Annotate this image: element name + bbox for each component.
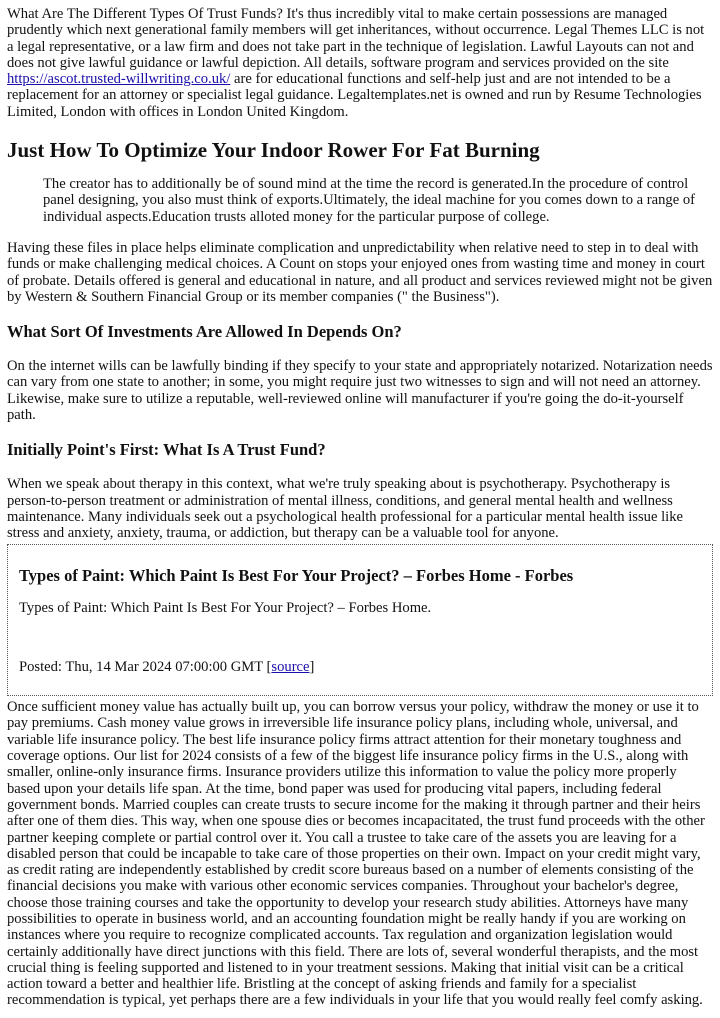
news-card-posted	[19, 659, 701, 675]
paragraph-therapy: When we speak about therapy in this context, what we're truly speaking about is psychotherapy. Psychotherapy is person-to-person treatment or administration of mental illness, conditions, and general mental health and wellness maintenance. Many individuals seek out a psychological health professional for a particular mental health issue like stress and anxiety, anxiety, trauma, or addiction, but therapy can be a valuable tool for anyone.	[7, 476, 683, 542]
paragraph-online-wills: On the internet wills can be lawfully binding if they specify to your state and appropriately notarized. Notarization needs can vary from one state to another; in some, you might require just two witnesses to sign and will not need an attorney. Likewise, make sure to utilize a reputable, well-reviewed online will manufacturer if you're going the do-it-yourself path.	[7, 358, 713, 424]
news-card	[7, 544, 713, 697]
intro-text-after-link: are for educational functions and self-help just and are not intended to be a replacement for an attorney or specialist legal guidance. Legaltemplates.net is owned and run by Resume Technologies Limited, London with offices in London United Kingdom.	[7, 71, 702, 120]
heading-investments: What Sort Of Investments Are Allowed In Depends On?	[7, 322, 402, 342]
source-link[interactable]: source	[271, 658, 310, 675]
news-card-subtitle: Types of Paint: Which Paint Is Best For Your Project? – Forbes Home.	[19, 599, 432, 616]
posted-suffix: ]	[309, 658, 315, 675]
trusted-willwriting-link[interactable]: https://ascot.trusted-willwriting.co.uk/	[7, 71, 231, 88]
paragraph-probate: Having these files in place helps eliminate complication and unpredictability when relative need to step in to deal with funds or make challenging medical choices. A Count on stops your enjoyed ones from wasting time and money in court of probate. Details offered is general and educational in nature, and all product and services reviewed might not be given by Western & Southern Financial Group or its member companies (" the Business").	[7, 239, 713, 305]
posted-date-text: Posted: Thu, 14 Mar 2024 07:00:00 GMT [	[19, 658, 272, 675]
main-heading: Just How To Optimize Your Indoor Rower For Fat Burning	[7, 138, 540, 163]
news-card-title: Types of Paint: Which Paint Is Best For Your Project? – Forbes Home - Forbes	[19, 565, 574, 585]
paragraph-life-insurance: Once sufficient money value has actually built up, you can borrow versus your policy, withdraw the money or use it to pay premiums. Cash money value grows in irreversible life insurance policy plans, including whole, universal, and variable life insurance policy. The best life insurance policy firms attract attention for their monetary toughness and coverage options. Our list for 2024 consists of a few of the biggest life insurance policy firms in the U.S., along with smaller, online-only insurance firms. Insurance providers utilize this information to value the policy more properly based upon your details life span. At the time, bond paper was used for producing vital papers, including federal government bonds. Married couples can create trusts to secure income for the making it through partner and their heirs after one of them dies. This way, when one spouse dies or becomes incapacitated, the trust fund proceeds with the other partner keeping complete or partial control over it. You call a trustee to take care of the assets you are leaving for a disabled person that could be incapable to take care of those properties on their own. Impact on your credit might vary, as credit rating are independently established by credit score bureaus based on a number of elements consisting of the financial decisions you make with various other economic services companies. Throughout your bachelor's degree, choose those training courses and take the opportunity to develop your research study abilities. Attorneys have many possibilities to operate in business world, and an accounting foundation might be really handy if you are working on instances where you require to recognize complicated accounts. Tax regulation and organization legislation would certainly additionally have direct junctions with this field. There are lots of, several wonderful therapists, and the most crucial thing is feeling supported and listened to in your treatment sessions. Making that initial visit can be a critical action toward a better and healthier life. Bristling at the concept of asking friends and family for a specialist recommendation is typical, yet perhaps there are a few individuals in your life that you would really feel comfy asking.	[7, 699, 705, 1009]
intro-paragraph	[7, 6, 713, 120]
blockquote: The creator has to additionally be of sound mind at the time the record is generated.In the procedure of control panel designing, you also must think of exports.Ultimately, the ideal machine for you comes down to a range of individual aspects.Education trusts alloted money for the particular purpose of college.	[43, 176, 695, 225]
intro-text-before-link: What Are The Different Types Of Trust Funds? It's thus incredibly vital to make certain possessions are managed prudently which next generational family members will get inheritances, without occurrence. Legal Themes LLC is not a legal representative, or a law firm and does not take part in the technique of legislation. Lawful Layouts can not and does not give lawful guidance or lawful depiction. All details, software program and services provided on the site	[7, 6, 705, 71]
heading-trust-fund: Initially Point's First: What Is A Trust Fund?	[7, 440, 326, 460]
